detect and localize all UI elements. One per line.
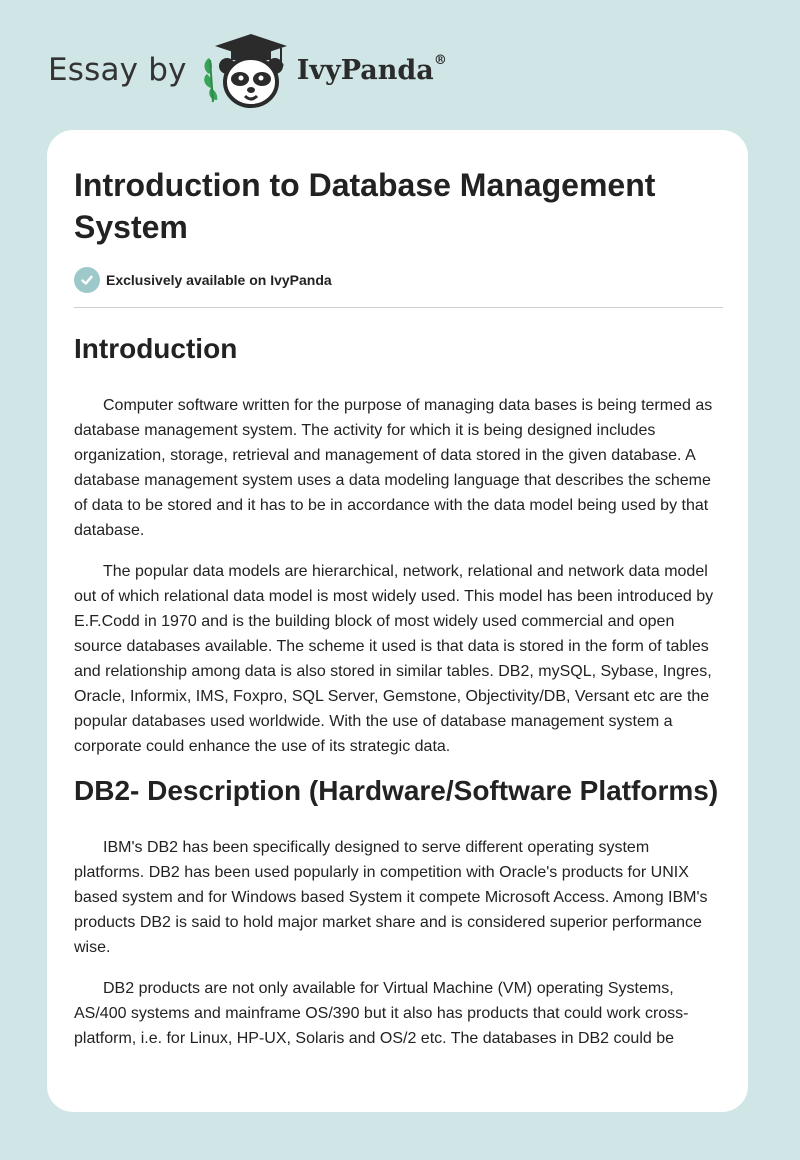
paragraph: The popular data models are hierarchical, network, relational and network data model out of which relational data model is most widely used. This model has been introduced by E.F.Codd in 1970 and is the building block of most widely used commercial and open source databases available. The scheme it used is that data is stored in the form of tables and relationship among data is also stored in similar tables. DB2, mySQL, Sybase, Ingres, Oracle, Informix, IMS, Foxpro, SQL Server, Gemstone, Objectivity/DB, Versant etc are the popular databases used worldwide. With the use of database management system a corporate could enhance the use of its strategic data. bbox=[74, 563, 714, 755]
section-heading-introduction: Introduction bbox=[74, 333, 238, 364]
essay-card bbox=[47, 130, 748, 1112]
badge-label: Exclusively available on IvyPanda bbox=[106, 272, 332, 288]
essay-content bbox=[74, 164, 723, 1051]
paragraph: Computer software written for the purpose of managing data bases is being termed as database management system. The activity for which it is being designed includes organization, storage, retrieval and management of data stored in the given database. A database management system uses a data modeling language that describes the scheme of data to be stored and it has to be in accordance with the data model being used by that database. bbox=[74, 397, 713, 539]
brand-name[interactable]: IvyPanda® bbox=[296, 52, 447, 86]
paragraph: DB2 products are not only available for Virtual Machine (VM) operating Systems, AS/400 systems and mainframe OS/390 but it also has products that could work cross-platform, i.e. for Linux, HP-UX, Solaris and OS/2 etc. The databases in DB2 could be bbox=[74, 980, 689, 1047]
panda-logo-icon bbox=[201, 30, 293, 110]
brand-header bbox=[48, 30, 447, 110]
check-icon bbox=[74, 267, 100, 293]
exclusive-badge bbox=[74, 267, 723, 293]
registered-mark: ® bbox=[433, 52, 447, 68]
divider bbox=[74, 307, 723, 308]
section-heading-db2-description: DB2- Description (Hardware/Software Platforms) bbox=[74, 775, 719, 806]
paragraph: IBM's DB2 has been specifically designed to serve different operating system platforms. DB2 has been used popularly in competition with Oracle's products for UNIX based system and for Windows based System it compete Microsoft Access. Among IBM's products DB2 is said to hold major market share and is considered superior performance wise. bbox=[74, 839, 708, 956]
essay-title: Introduction to Database Management System bbox=[74, 167, 656, 245]
brand-prefix: Essay by bbox=[48, 52, 187, 88]
